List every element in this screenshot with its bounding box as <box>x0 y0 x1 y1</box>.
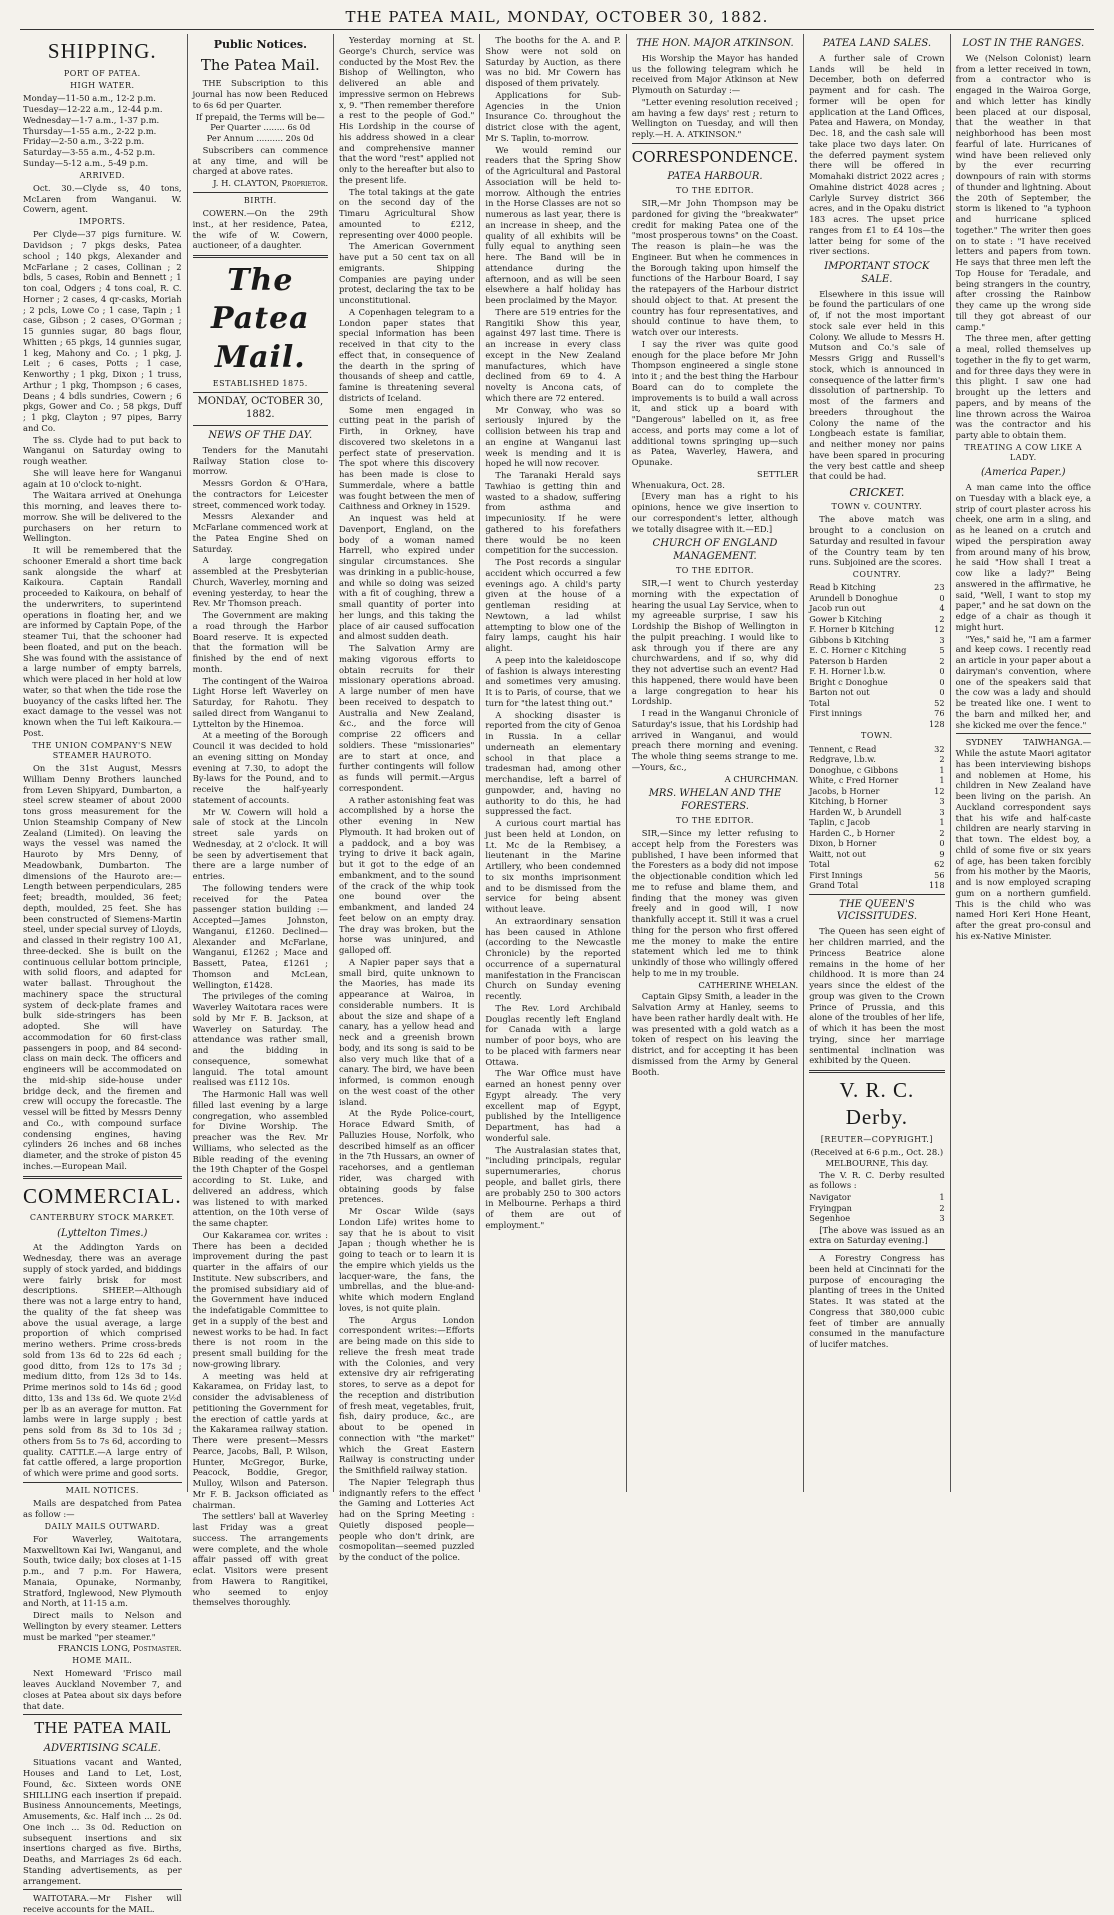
score-row: E. C. Horner c Kitching 5 <box>809 645 945 656</box>
vrc-received: (Received at 6-6 p.m., Oct. 28.) <box>810 1147 944 1157</box>
column-1 <box>18 34 188 1915</box>
schooner-text: It will be remembered that the schooner Emerald a short time back sank alongside the wharf at Kaikoura. Captain Randall proceeded to Kaikoura, on behalf of the underwriters, to superintend operations in floating her, and we are informed by Captain Pope, of the steamer Tui, that the schooner had been floated, and put on the beach. She was found with the assistance of a large number of empty barrels, which were placed in her hold at low water, so that when the tide rose the buoyancy of the casks lifted her. The exact damage to the vessel was not known when the Tui left Kaikoura.—Post. <box>23 545 182 738</box>
masthead: THE PATEA MAIL, MONDAY, OCTOBER 30, 1882. <box>20 8 1094 30</box>
match-intro: The above match was brought to a conclusion on Saturday and resulted in favour of the Country team by ten runs. Subjoined are the scores. <box>809 514 945 568</box>
salvation-text: Captain Gipsy Smith, a leader in the Salvation Army at Hanley, seems to have been rather hardly dealt with. He was presented with a gold watch as a token of respect on his leaving the district, and for accepting it has been dismissed from the Army by General Booth. <box>631 991 799 1077</box>
divider <box>956 733 1091 734</box>
score-row: Tennent, c Read 32 <box>809 743 945 754</box>
tide-line: Thursday—1-55 a.m., 2-22 p.m. <box>23 125 157 136</box>
commercial-title: COMMERCIAL. <box>23 1183 182 1208</box>
news-item: The following tenders were received for the Patea passenger station building :—Accepted—James Johnston, Wanganui, £1260. Declined—Alexander and McFarlane, Wanganui, £1262 ; Mace and Bassett, Patea, £1261 ; Thomson and McLean, Wellington, £1428. <box>192 882 328 990</box>
to-editor: TO THE EDITOR. <box>675 185 754 195</box>
columns <box>18 34 1096 1915</box>
divider <box>809 894 944 895</box>
first-innings-row: First innings 76 <box>809 708 945 719</box>
news-item: Yesterday morning at St. George's Church, service was conducted by the Most Rev. the Bishop of Wellington, who delivered an able and impressive sermon on Hebrews x, 9. "Then remember therefore a rest to the people of God." His Lordship in the course of his address showed in a clear and comprehensive manner that the word "rest" applied not only to the hereafter but also to the present life. <box>339 35 475 185</box>
divider <box>809 1249 944 1250</box>
home-mail-text: Next Homeward 'Frisco mail leaves Auckland November 7, and closes at Patea about six days before that date. <box>23 1668 182 1711</box>
subscribers-text: Subscribers can commence at any time, and will be charged at above rates. <box>192 144 328 177</box>
prepaid-text: If prepaid, the Terms will be— <box>195 111 325 122</box>
stock-market-heading: CANTERBURY STOCK MARKET. <box>29 1213 175 1223</box>
country-scores <box>809 582 944 729</box>
high-water-heading: HIGH WATER. <box>70 81 135 91</box>
divider <box>193 392 328 393</box>
tide-line: Saturday—3-55 a.m., 4-52 p.m. <box>23 147 156 158</box>
news-item: The Post records a singular accident which occurred a few evenings ago. A child's party given at the house of a gentleman residing at Newtown, a lad whilst attempting to blow one of the fairy lamps, caught his hair alight. <box>485 557 621 653</box>
lost-text-2: The three men, after getting a meal, rolled themselves up together in the fly to get warm, and for three days they were in this plight. I saw one had brought up the letters and papers, and by means of the line thrown across the Wairoa was the contractor and his party able to obtain them. <box>955 333 1091 441</box>
churchman-signature: A CHURCHMAN. <box>724 773 799 784</box>
news-item: The contingent of the Wairoa Light Horse left Waverley on Saturday, for Rahotu. They sailed direct from Wanganui to Lyttelton by the Hinemoa. <box>192 675 328 729</box>
vrc-title: V. R. C. Derby. <box>839 1078 915 1129</box>
news-item: A large congregation assembled at the Presbyterian Church, Waverley, morning and evening yesterday, to hear the Rev. Mr Thomson preach. <box>192 555 328 609</box>
score-row: Jacobs, b Horner 12 <box>809 785 945 796</box>
town-heading: TOWN. <box>861 731 893 741</box>
divider <box>23 1889 182 1890</box>
mail-notices-heading: MAIL NOTICES. <box>65 1485 139 1495</box>
correspondence-title: CORRESPONDENCE. <box>631 147 799 166</box>
news-item: Mr Oscar Wilde (says London Life) writes home to say that he is about to visit Japan ; though whether he is going to teach or to learn it is the empire which yields us the lacquer-ware, the fans, the umbrellas, and the blue-and-white which modern England loves, is not quite plain. <box>339 1206 475 1313</box>
divider <box>809 1070 944 1073</box>
queen-text: The Queen has seen eight of her children married, and the Princess Beatrice alone remains in the home of her childhood. It is more than 24 years since the eldest of the group was given to the Crown Prince of Prussia, and this alone of the troubles of her life, of which it has been the most trying, since her marriage sentimental inclination was exhibited by the Queen. <box>809 926 945 1066</box>
atkinson-text: His Worship the Mayor has handed us the following telegram which he received from Major Atkinson at New Plymouth on Saturday :— <box>631 52 799 96</box>
forestry-text: A Forestry Congress has been held at Cincinnati for the purpose of encouraging the planting of trees in the United States. It was stated at the Congress that 380,000 cubic feet of timber are annually consumed in the manufacture of lucifer matches. <box>809 1253 945 1349</box>
news-item: A curious court martial has just been held at London, on Lt. Mc de la Rembisey, a lieutenant in the Marine Artillery, who been condemned to six months imprisonment and to be dismissed from the service for being absent without leave. <box>485 818 621 914</box>
score-row: Arundell b Donoghue 0 <box>809 592 945 603</box>
result-row: Segenhoe 3 <box>809 1213 945 1223</box>
news-item: The settlers' ball at Waverley last Friday was a great success. The arrangements were complete, and the whole affair passed off with great eclat. Visitors were present from Hawera to Rangitikei, who seemed to enjoy themselves thoroughly. <box>192 1511 328 1608</box>
stock-sale-text: Elsewhere in this issue will be found the particulars of one of, if not the most important stock sale ever held in this Colony. We allude to Messrs H. Mutson and Co.'s sale of Messrs Grigg and Russell's stock, which is announced in consequence of the latter firm's dissolution of partnership. To most of the farmers and breeders throughout the Colony the name of the Longbeach estate is familiar, and neither money nor pains have been spared in procuring the very best cattle and sheep that could be had. <box>809 288 945 482</box>
reuter-line: [REUTER—COPYRIGHT.] <box>820 1134 933 1144</box>
news-item: The Australasian states that, "including principals, regular supernumeraries, chorus people, and ballet girls, there are probably 250 to 300 actors in Melbourne. Perhaps a third of them are out of employment." <box>485 1144 621 1230</box>
news-item: The Harmonic Hall was well filled last evening by a large congregation, who assembled for Divine Worship. The preacher was the Rev. Mr Williams, who selected as the Bible reading of the evening the 19th Chapter of the Gospel according to St. Luke, and delivered an address, which was listened to with marked attention, on the 10th verse of the same chapter. <box>192 1089 328 1229</box>
arrived-text: Oct. 30.—Clyde ss, 40 tons, McLaren from Wanganui. W. Cowern, agent. <box>23 182 182 215</box>
divider <box>23 1176 182 1179</box>
score-row: Harden C., b Horner 2 <box>809 827 945 838</box>
imports-text: Per Clyde—37 pigs furniture. W. Davidson ; 7 pkgs desks, Patea school ; 140 pkgs, Alexander and McFarlane ; 2 cases, Collinan ; 2 bdls, 5 cases, Robin and Bennett ; 1 ton coal, Odgers ; 4 tons coal, R. C. Horner ; 2 cases, 4 qr-casks, Moriah ; 2 pcls, Lowe Co ; 1 case, Tapin ; 1 case, Gibson ; 2 cases, O'Gorman ; 15 gunnies sugar, 80 bags flour, Whitten ; 65 pkgs, 14 gunnies sugar, 1 keg, Mahony and Co. ; 1 pkg, J. Leit ; 6 cases, Potts ; 1 case, Kenworthy ; 1 pkg, Dixon ; 1 truss, Arthur ; 1 pkg, Thompson ; 6 cases, Deans ; 4 bdls sundries, Cowern ; 6 pkgs, Gower and Co. ; 58 pkgs, Duff ; 1 pkg, Clayton ; 97 pipes, Barry and Co. <box>23 229 182 433</box>
news-heading: NEWS OF THE DAY. <box>208 430 313 441</box>
score-row: Gower b Kitching 2 <box>809 613 945 624</box>
score-row: Bright c Donoghue 0 <box>809 676 945 687</box>
divider <box>193 425 328 426</box>
established-line: ESTABLISHED 1875. <box>212 379 308 389</box>
clyde-text: The ss. Clyde had to put back to Wanganui on Saturday owing to rough weather. <box>23 434 182 467</box>
union-heading: THE UNION COMPANY'S NEW STEAMER HAUROTO. <box>32 740 173 760</box>
union-text: On the 31st August, Messrs William Denny Brothers launched from Leven Shipyard, Dumbarton, a steel screw steamer of about 2000 tons gross measurement for the Union Steamship Company of New Zealand (Limited). On leaving the ways the vessel was named the Hauroto by Mrs Denny, of Meadowbank, Dumbarton. The dimensions of the Hauroto are:—Length between perpendiculars, 285 feet; breadth, moulded, 36 feet; depth, moulded, 25 feet. She has been constructed of Siemens-Martin steel, under special survey of Lloyds, and classed in their registry 100 A1, three-decked. She is built on the continuous cellular bottom principle, with solid floors, and adapted for water ballast. Throughout the machinery space the structural system of deck-plate frames and bulk side-stringers has been adopted. She will have accommodation for 60 first-class passengers in poop, and 84 second-class on main deck. The officers and engineers will be accommodated on the mid-ship side-house under bridge deck, and the firemen and crew will occupy the forecastle. The vessel will be fitted by Messrs Denny and Co., with compound surface condensing engines, having cylinders 26 inches and 68 inches diameter, and the stroke of piston 45 inches.—European Mail. <box>23 763 182 1171</box>
port-heading: PORT OF PATEA. <box>63 68 141 78</box>
cow-heading: TREATING A COW LIKE A LADY. <box>964 442 1083 463</box>
ad-scale-text: Situations vacant and Wanted, Houses and Land to Let, Lost, Found, &c. Sixteen words ONE SHILLING each insertion if prepaid. Business Announcements, Meetings, Amusements, &c. Half inch ... 2s 0d. One inch ... 3s 0d. Reduction on subsequent insertions and six insertions charged as five. Births, Deaths, and Marriages 2s 6d each. Standing advertisements, as per arrangement. <box>23 1757 182 1886</box>
whelan-heading: MRS. WHELAN AND THE FORESTERS. <box>648 788 782 813</box>
tide-line: Sunday—5-12 a.m., 5-49 p.m. <box>23 157 149 168</box>
score-row: Harden W., b Arundell 3 <box>809 806 945 817</box>
news-item: The Napier Telegraph thus indignantly refers to the effect the Gaming and Lotteries Act had on the Spring Meeting : Quietly disposed people—people who don't drink, are cosmopolitan—seemed puzzled by the conduct of the police. <box>339 1476 475 1562</box>
total-row: Total 62 <box>809 859 945 870</box>
birth-heading: BIRTH. <box>243 195 277 205</box>
mail-name-heading: The Patea Mail. <box>200 56 320 75</box>
news-item: A shocking disaster is reported from the city of Genoa in Russia. In a cellar underneath an elementary school in that place a tradesman had, among other merchandise, left a barrel of gunpowder, and, having no authority to do this, he had suppressed the fact. <box>485 709 621 817</box>
to-editor: TO THE EDITOR. <box>675 565 754 575</box>
news-item: An extraordinary sensation has been caused in Athlone (according to the Newcastle Chronicle) by the reported occurrence of a supernatural manifestation in the Franciscan Church on Sunday evening recently. <box>485 915 621 1001</box>
mail-outward-heading: DAILY MAILS OUTWARD. <box>44 1521 160 1531</box>
column-3 <box>334 34 480 1562</box>
nameplate: The Patea Mail. <box>211 263 310 375</box>
column-2 <box>188 34 334 1608</box>
town-scores <box>809 744 944 891</box>
proprietor-signature: J. H. CLAYTON, Proprietor. <box>213 178 328 189</box>
country-heading: COUNTRY. <box>852 570 902 580</box>
church-heading: CHURCH OF ENGLAND MANAGEMENT. <box>652 538 778 563</box>
shipping-title: SHIPPING. <box>47 39 157 63</box>
divider <box>23 1482 182 1483</box>
grand-total-row: 128 <box>928 718 945 729</box>
score-row: Donoghue, c Gibbons 1 <box>809 764 945 775</box>
news-item: A Napier paper says that a small bird, quite unknown to the Maories, has made its appearance at Wairoa, in considerable numbers. It is about the size and shape of a canary, has a yellow head and neck and a greenish brown body, and its song is said to be also very much like that of a canary. The bird, we have been informed, is common enough on the west coast of the other island. <box>339 956 475 1107</box>
ad-scale-title: THE PATEA MAIL <box>34 1719 171 1738</box>
column-4 <box>480 34 626 1492</box>
atkinson-heading: THE HON. MAJOR ATKINSON. <box>636 38 794 49</box>
news-item: Some men engaged in cutting peat in the parish of Firth, in Orkney, have discovered two skeletons in a perfect state of preservation. The spot where this discovery has been made is close to Summerdale, where a battle was fought between the men of Caithness and Orkney in 1529. <box>339 404 475 512</box>
settler-signature: SETTLER <box>757 468 799 479</box>
score-row: Redgrave, l.b.w. 2 <box>809 754 945 765</box>
score-row: Taplin, c Jacob 1 <box>809 817 945 828</box>
news-item: At the Ryde Police-court, Horace Edward Smith, of Palluzies House, Norfolk, who described himself as an officer in the 7th Hussars, an owner of racehorses, and a gentleman rider, was charged with obtaining goods by false pretences. <box>339 1108 475 1205</box>
atkinson-telegram: "Letter evening resolution received ; am having a few days' rest ; return to Wellington on Tuesday, and will then reply.—H. A. ATKINSON." <box>631 96 799 140</box>
news-item: The booths for the A. and P. Show were not sold on Saturday by Auction, as there was no bid. Mr Cowern has disposed of them privately. <box>485 35 621 88</box>
news-item: The Rev. Lord Archibald Douglas recently left England for Canada with a large number of poor boys, who are to be placed with farmers near Ottawa. <box>485 1002 621 1067</box>
score-row: Read b Kitching 23 <box>809 582 945 593</box>
news-item: The total takings at the gate on the second day of the Timaru Agricultural Show amounted to £212, representing over 4000 people. <box>339 186 475 240</box>
annum-rate: Per Annum .......... 20s 0d <box>206 133 314 144</box>
news-item: The Government are making a road through the Harbor Board reserve. It is expected that the formation will be finished by the end of next month. <box>192 610 328 674</box>
cricket-heading: CRICKET. <box>849 486 905 500</box>
result-row: Fryingpan 2 <box>809 1202 945 1213</box>
news-item: The American Government have put a 50 cent tax on all emigrants. Shipping Companies are paying under protest, declaring the tax to be unconstitutional. <box>339 241 475 305</box>
news-item: The War Office must have earned an honest penny over Egypt already. The very excellent map of Egypt, published by the Intelligence Department, has had a wonderful sale. <box>485 1068 621 1143</box>
editor-note: [Every man has a right to his opinions, hence we give insertion to our correspondent's letter, although we totally disagree with it.—ED.] <box>631 491 799 534</box>
taiwhanga-text: SYDNEY TAIWHANGA.—While the astute Maori agitator has been interviewing bishops and noblemen at Home, his children in New Zealand have been living on the parish. An Auckland correspondent says that his wife and half-caste children are nearly starving in that town. The eldest boy, a child of some five or six years of age, has been taken forcibly from his mother by the Maoris, and is now employed scraping gum on a northern gumfield. This is the child who was named Hori Keri Hone Heant, after the great pro-consul and his ex-Native Minister. <box>955 737 1091 941</box>
whelan-signature: CATHERINE WHELAN. <box>698 979 799 990</box>
birth-text: COWERN.—On the 29th inst., at her residence, Patea, the wife of W. Cowern, auctioneer, of a daughter. <box>192 208 328 251</box>
score-row: White, c Fred Horner 1 <box>809 775 945 786</box>
harbour-letter: SIR,—Mr John Thompson may be pardoned for giving the "breakwater" credit for making Patea one of the "most prosperous towns" on the Coast. The reason is plain—he was the Engineer. But when he commences in the Borough taking upon himself the functions of the Harbour Board, I say the ratepayers of the Harbour district should object to that. At present the country has four representatives, and should continue to have them, to watch over our interests. <box>631 198 799 338</box>
queen-heading: THE QUEEN'S VICISSITUDES. <box>836 898 918 923</box>
imports-heading: IMPORTS. <box>79 217 126 227</box>
lost-heading: LOST IN THE RANGES. <box>962 38 1085 49</box>
cow-text: A man came into the office on Tuesday with a black eye, a strip of court plaster across his cheek, one arm in a sling, and as he leaned on a crutch and wiped the perspiration away from around many of his brow, he said "How shall I treat a cow like a lady?" Being answered in the affirmative, he said, "Well, I want to stop my paper," and he sat down on the edge of a chair as though it might hurt. <box>955 482 1091 632</box>
dateline: MONDAY, OCTOBER 30, 1882. <box>197 396 324 421</box>
match-heading: TOWN v. COUNTRY. <box>831 502 923 512</box>
lost-text: We (Nelson Colonist) learn from a letter received in town, from a contractor who is engaged in the Wairoa Gorge, and which letter has kindly been placed at our disposal, that the weather in that neighborhood has been most fearful of late. Hurricanes of wind have been relieved only by the ever recurring downpours of rain with storms of thunder and lightning. About the 20th of September, the storm is likened to "a typhoon and hurricane spliced together." The writer then goes on to state : "I have received letters and papers from town. He says that three men left the Top House for Teradale, and being strangers in the country, after crossing the Rainbow they came up the wrong side till they got abreast of our camp." <box>955 52 1091 332</box>
whelan-letter: SIR,—Since my letter refusing to accept help from the Foresters was published, I have been informed that the Foresters as a body did not impose the objectionable condition which led me to refuse and blame them, and finding that the money was given freely and in good will, I now thankfully accept it. Still it was a cruel thing for the person who first offered me the money to make the entire statement which led me to think unkindly of those who willingly offered help to me in my trouble. <box>631 828 799 978</box>
news-item: The Salvation Army are making vigorous efforts to obtain recruits for their missionary operations abroad. A large number of men have been received to despatch to Australia and New Zealand, &c., and the force will comprise 22 officers and soldiers. These "missionaries" are to start at once, and further contingents will follow as funds will permit.—Argus correspondent. <box>339 643 475 793</box>
score-row: Dixon, b Horner 0 <box>809 838 945 849</box>
news-item: A peep into the kaleidoscope of fashion is always interesting and sometimes very amusing. It is to Paris, of course, that we turn for "the latest thing out." <box>485 654 621 708</box>
ad-scale-subtitle: ADVERTISING SCALE. <box>43 1742 161 1754</box>
news-item: Mr W. Cowern will hold a sale of stock at the Lincoln street sale yards on Wednesday, at 2 o'clock. It will be seen by advertisement that there are a large number of entries. <box>192 806 328 882</box>
divider <box>193 192 328 193</box>
column-6 <box>804 34 950 1492</box>
score-row: Kitching, b Horner 3 <box>809 796 945 807</box>
score-row: Gibbons b Kitching 3 <box>809 634 945 645</box>
divider <box>23 1714 182 1715</box>
cow-source: (America Paper.) <box>980 467 1066 479</box>
mail-intro: Mails are despatched from Patea as follow :— <box>23 1498 182 1519</box>
harbour-letter-2: I say the river was quite good enough for the place before Mr John Thompson engineered a single stone into it ; and the best thing the Harbour Board can do to complete the improvements is to build a wall across it, and stick up a board with "Dangerous" labelled on it, as free access, and ports may come a lot of additional towns springing up—such as Patea, Waverley, Hawera, and Opunake. <box>631 338 799 468</box>
news-item: The Taranaki Herald says Tawhiao is getting thin and wasted to a shadow, suffering from asthma and impecuniosity. If he were gathered to his forefathers there would be no keen competition for the succession. <box>485 470 621 556</box>
news-item: Mr Conway, who was so seriously injured by the collision between his trap and an engine at Wanganui last week is mending and it is hoped he will now recover. <box>485 404 621 469</box>
land-sales-text: A further sale of Crown Lands will be held in December, both on deferred payment and for cash. The former will be open for application at the Land Offices, Patea and Hawera, on Monday, Dec. 18, and the cash sale will take place two days later. On the deferred payment system there will be offered in Momahaki district 2022 acres ; Omahine district 4028 acres ; Carlyle Survey district 366 acres, and in the Opaku district 183 acres. The upset price ranges from £1 to £4 10s—the latter being for some of the river sections. <box>809 52 945 257</box>
church-letter-2: I read in the Wanganui Chronicle of Saturday's issue, that his Lordship had arrived in Wanganui, and would preach there morning and evening. The whole thing seems strange to me.—Yours, &c., <box>631 708 799 772</box>
news-item: Our Kakaramea cor. writes : There has been a decided improvement during the past quarter in the affairs of our Institute. New subscribers, and the promised subsidiary aid of the Government have induced the indefatigable Committee to get in a supply of the best and newest works to be had. In fact there is not room in the present small building for the now-growing library. <box>192 1229 328 1369</box>
vrc-results <box>809 1192 944 1224</box>
to-editor: TO THE EDITOR. <box>675 815 754 825</box>
news-item: The privileges of the coming Waverley Waitotara races were sold by Mr F. B. Jackson, at Waverley on Saturday. The attendance was rather small, and the bidding in consequence, somewhat languid. The total amount realised was £112 10s. <box>192 991 328 1088</box>
result-row: Navigator 1 <box>809 1192 945 1202</box>
score-row: Jacob run out 4 <box>809 603 945 614</box>
land-sales-heading: PATEA LAND SALES. <box>822 38 932 49</box>
divider <box>193 255 328 258</box>
waitara-text: The Waitara arrived at Onehunga this morning, and leaves there to-morrow. She will be delivered to the purchasers on her return to Wellington. <box>23 490 182 544</box>
news-item: Applications for Sub-Agencies in the Union Insurance Co. throughout the district close with the agent, Mr S. Taplin, to-morrow. <box>485 89 621 143</box>
news-item: Messrs Alexander and McFarlane commenced work at the Patea Engine Shed on Saturday. <box>192 511 328 554</box>
tide-line: Friday—2-50 a.m., 3-22 p.m. <box>23 136 145 147</box>
stock-text: At the Addington Yards on Wednesday, there was an average supply of stock yarded, and biddings were fairly brisk for most descriptions. SHEEP.—Although there was not a large entry to hand, the quality of the fat sheep was above the usual average, a large proportion of which comprised merino wethers. Prime cross-breds sold from 13s 6d to 22s 6d each ; good ditto, from 12s to 17s 3d ; medium ditto, from 12s 3d to 14s. Prime merinos sold to 14s 6d ; good ditto, 13s and 13s 6d. We quote 2½d per lb as an average for mutton. Fat lambs were in large supply ; best pens sold from 8s 3d to 10s 3d ; others from 5s to 7s 6d, according to quality. CATTLE.—A large entry of fat cattle offered, a large proportion of which were prime and good sorts. <box>23 1242 182 1479</box>
score-row: Paterson b Harden 2 <box>809 655 945 666</box>
stock-source: (Lyttelton Times.) <box>57 1227 148 1239</box>
postmaster-signature: FRANCIS LONG, Postmaster. <box>57 1643 182 1654</box>
column-7 <box>951 34 1096 1492</box>
divider <box>632 143 798 144</box>
home-mail-heading: HOME MAIL. <box>72 1656 133 1666</box>
harbour-heading: PATEA HARBOUR. <box>667 170 763 182</box>
score-row: F. Horner b Kitching 12 <box>809 624 945 635</box>
quarter-rate: Per Quarter ........ 6s 0d <box>210 122 311 133</box>
news-item: Tenders for the Manutahi Railway Station close to-morrow. <box>192 444 328 477</box>
news-item: At a meeting of the Borough Council it was decided to hold an evening sitting on Monday evening at 7.30, to adopt the By-laws for the Pound, and to receive the half-yearly statement of accounts. <box>192 730 328 805</box>
news-item: The Argus London correspondent writes:—Efforts are being made on this side to relieve the fresh meat trade with the Colonies, and very extensive dry air refrigerating stores, to serve as a depot for the reception and distribution of fresh meat, vegetables, fruit, fish, dairy produce, &c., are about to be opened in connection with "the market" which the Great Eastern Railway is constructing under the Smithfield railway station. <box>339 1314 475 1475</box>
vrc-place: MELBOURNE, This day. <box>825 1157 929 1168</box>
tide-line: Tuesday—12-22 a.m., 12-44 p.m. <box>23 104 163 115</box>
vrc-note: [The above was issued as an extra on Saturday evening.] <box>809 1224 945 1246</box>
stock-sale-heading: IMPORTANT STOCK SALE. <box>824 261 930 285</box>
tide-line: Wednesday—1-7 a.m., 1-37 p.m. <box>23 114 160 125</box>
vrc-intro: The V. R. C. Derby resulted as follows : <box>809 1169 945 1191</box>
news-item: There are 519 entries for the Rangitiki Show this year, against 497 last time. There is an increase in every class except in the New Zealand manufactures, which have declined from 69 to 4. A novelty is Ancona cats, of which there are 72 entered. <box>485 306 621 403</box>
sails-text: She will leave here for Wanganui again at 10 o'clock to-night. <box>23 467 182 489</box>
total-row: Total 52 <box>809 697 945 708</box>
news-item: An inquest was held at Davenport, England, on the body of a woman named Harrell, who expired under singular circumstances. She was drinking in a public-house, and while so doing was seized with a fit of coughing, threw a small quantity of porter into her lungs, and this taking the place of air caused suffocation and almost sudden death. <box>339 513 475 642</box>
first-innings-row: First Innings 56 <box>809 869 945 880</box>
tide-line: Monday—11-50 a.m., 12-2 p.m. <box>23 93 156 104</box>
score-row: Waitt, not out 9 <box>809 848 945 859</box>
church-letter: SIR,—I went to Church yesterday morning with the expectation of hearing the usual Lay Service, when to my agreeable surprise, I saw his Lordship the Bishop of Wellington in the pulpit preaching. I would like to ask through you if there are any churchwardens, and if so, why did they not advertise such an event? Had this happened, there would have been a large congregation to hear his Lordship. <box>631 578 799 707</box>
news-item: A rather astonishing feat was accomplished by a horse the other evening in New Plymouth. It had broken out of a paddock, and a boy was trying to drive it back again, but it got to the edge of an embankment, and to the sound of the crack of the whip took one bound over the embankment, and landed 24 feet below on an empty dray. The dray was broken, but the horse was uninjured, and galloped off. <box>339 794 475 955</box>
mail-outward-text: For Waverley, Waitotara, Maxwelltown Kai Iwi, Wanganui, and South, twice daily; box closes at 1-15 p.m., and 7 p.m. For Hawera, Manaia, Opunake, Normanby, Stratford, Inglewood, New Plymouth and North, at 11-15 a.m. <box>23 1533 182 1609</box>
arrived-heading: ARRIVED. <box>79 170 125 180</box>
column-5 <box>627 34 804 1492</box>
grand-total-row: Grand Total 118 <box>809 880 945 891</box>
mail-outward-text-2: Direct mails to Nelson and Wellington by every steamer. Letters must be marked "per steamer." <box>23 1610 182 1642</box>
news-item: Messrs Gordon & O'Hara, the contractors for Leicester street, commenced work today. <box>192 478 328 510</box>
subscription-text: THE Subscription to this journal has now been Reduced to 6s 6d per Quarter. <box>192 78 328 110</box>
news-item: A Copenhagen telegram to a London paper states that special information has been received in that city to the effect that, in consequence of the dearth in the spring of thousands of sheep and cattle, famine is threatening several districts of Iceland. <box>339 306 475 403</box>
news-item: A meeting was held at Kakaramea, on Friday last, to consider the advisableness of petitioning the Government for the erection of cattle yards at the Kakaramea railway station. There were present—Messrs Pearce, Jacobs, Ball, P. Wilson, Hunter, McGregor, Burke, Peacock, Boddie, Gregor, Mulloy, Wilson and Paterson. Mr F. B. Jackson officiated as chairman. <box>192 1370 328 1510</box>
score-row: Barton not out 0 <box>809 687 945 698</box>
news-item: We would remind our readers that the Spring Show of the Agricultural and Pastoral Association will be held to-morrow. Although the entries in the Horse Classes are not so numerous as last year, there is an increase in sheep, and the quality of all exhibits will be fully equal to anything seen here. The Band will be in attendance during the afternoon, and as will be seen elsewhere a half holiday has been proclaimed by the Mayor. <box>485 144 621 305</box>
public-notices-heading: Public Notices. <box>213 38 307 51</box>
score-row: F. H. Horner l.b.w. 0 <box>809 666 945 677</box>
cow-text-2: "Yes," said he, "I am a farmer and keep cows. I recently read an article in your paper about a dairyman's convention, where one of the speakers said that the cow was a lady and should be treated like one. I went to the barn and milked her, and she kicked me over the fence." <box>955 633 1091 730</box>
waitotara-notice: WAITOTARA.—Mr Fisher will receive accounts for the MAIL. <box>23 1893 182 1915</box>
settler-date: Whenuakura, Oct. 28. <box>631 479 725 490</box>
